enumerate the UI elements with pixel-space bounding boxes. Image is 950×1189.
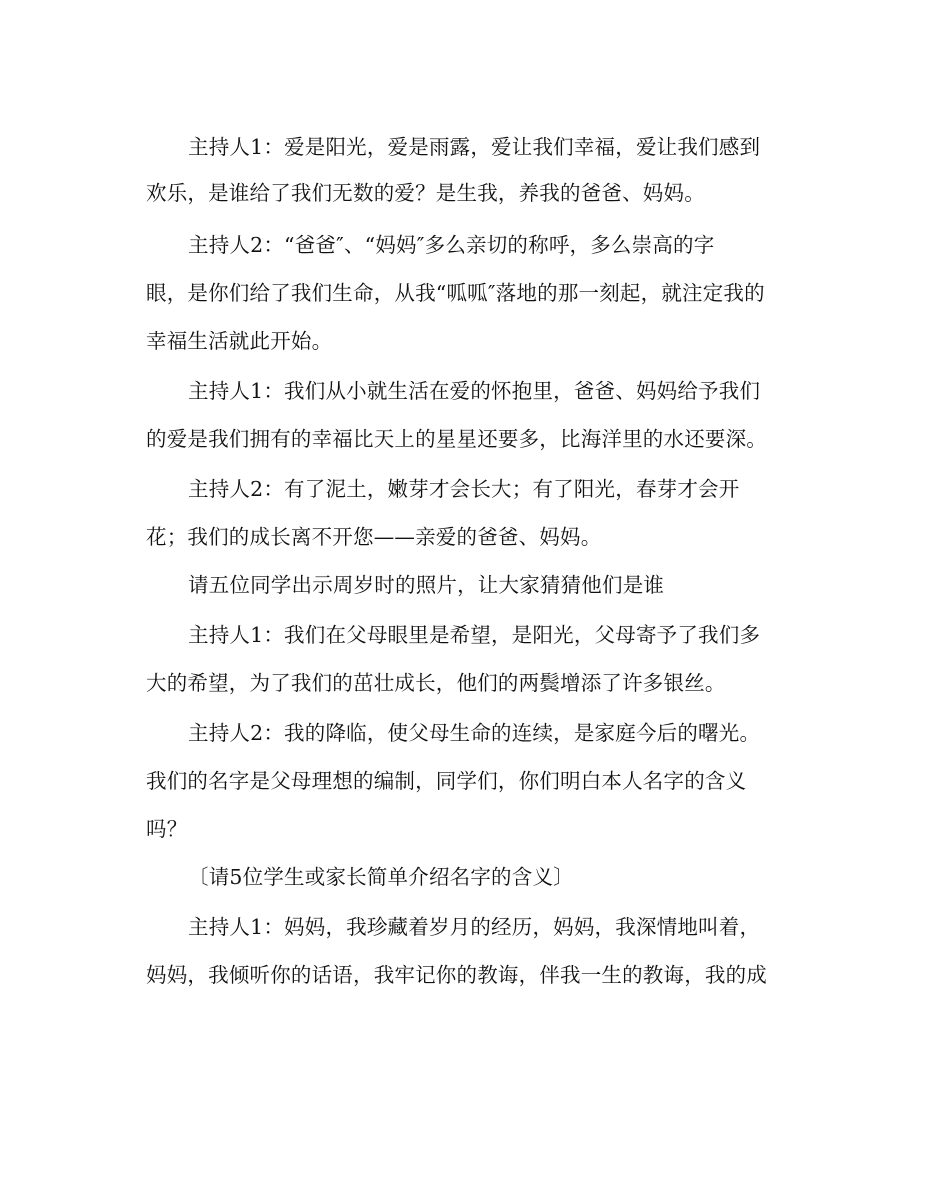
text-line: 的爱是我们拥有的幸福比天上的星星还要多，比海洋里的水还要深。: [146, 427, 767, 451]
text-line: 吗？: [146, 817, 188, 841]
text-line: 主持人1：妈妈，我珍藏着岁月的经历，妈妈，我深情地叫着，: [188, 915, 761, 939]
text-line: 请五位同学出示周岁时的照片，让大家猜猜他们是谁: [188, 573, 665, 597]
text-line: 欢乐，是谁给了我们无数的爱？是生我，养我的爸爸、妈妈。: [146, 181, 705, 205]
text-line: 主持人1：我们从小就生活在爱的怀抱里，爸爸、妈妈给予我们: [188, 379, 761, 403]
text-line: 花；我们的成长离不开您——亲爱的爸爸、妈妈。: [146, 525, 602, 549]
text-line: 主持人2：我的降临，使父母生命的连续，是家庭今后的曙光。: [188, 721, 761, 745]
text-line: 大的希望，为了我们的茁壮成长，他们的两鬓增添了许多银丝。: [146, 671, 726, 695]
text-line: 主持人1：爱是阳光，爱是雨露，爱让我们幸福，爱让我们感到: [188, 135, 761, 159]
text-line: 妈妈，我倾听你的话语，我牢记你的教诲，伴我一生的教诲，我的成: [146, 963, 767, 987]
text-line: 主持人1：我们在父母眼里是希望，是阳光，父母寄予了我们多: [188, 623, 761, 647]
text-line: 主持人2：有了泥土，嫩芽才会长大；有了阳光，春芽才会开: [188, 477, 740, 501]
text-line: 我们的名字是父母理想的编制，同学们，你们明白本人名字的含义: [146, 769, 747, 793]
text-line: 眼，是你们给了我们生命，从我“呱呱″落地的那一刻起，就注定我的: [146, 281, 765, 305]
text-line: 主持人2：“爸爸″、“妈妈″多么亲切的称呼，多么崇高的字: [188, 233, 715, 257]
text-line: 〔请5位学生或家长简单介绍名字的含义〕: [188, 865, 574, 889]
text-line: 幸福生活就此开始。: [146, 329, 333, 353]
